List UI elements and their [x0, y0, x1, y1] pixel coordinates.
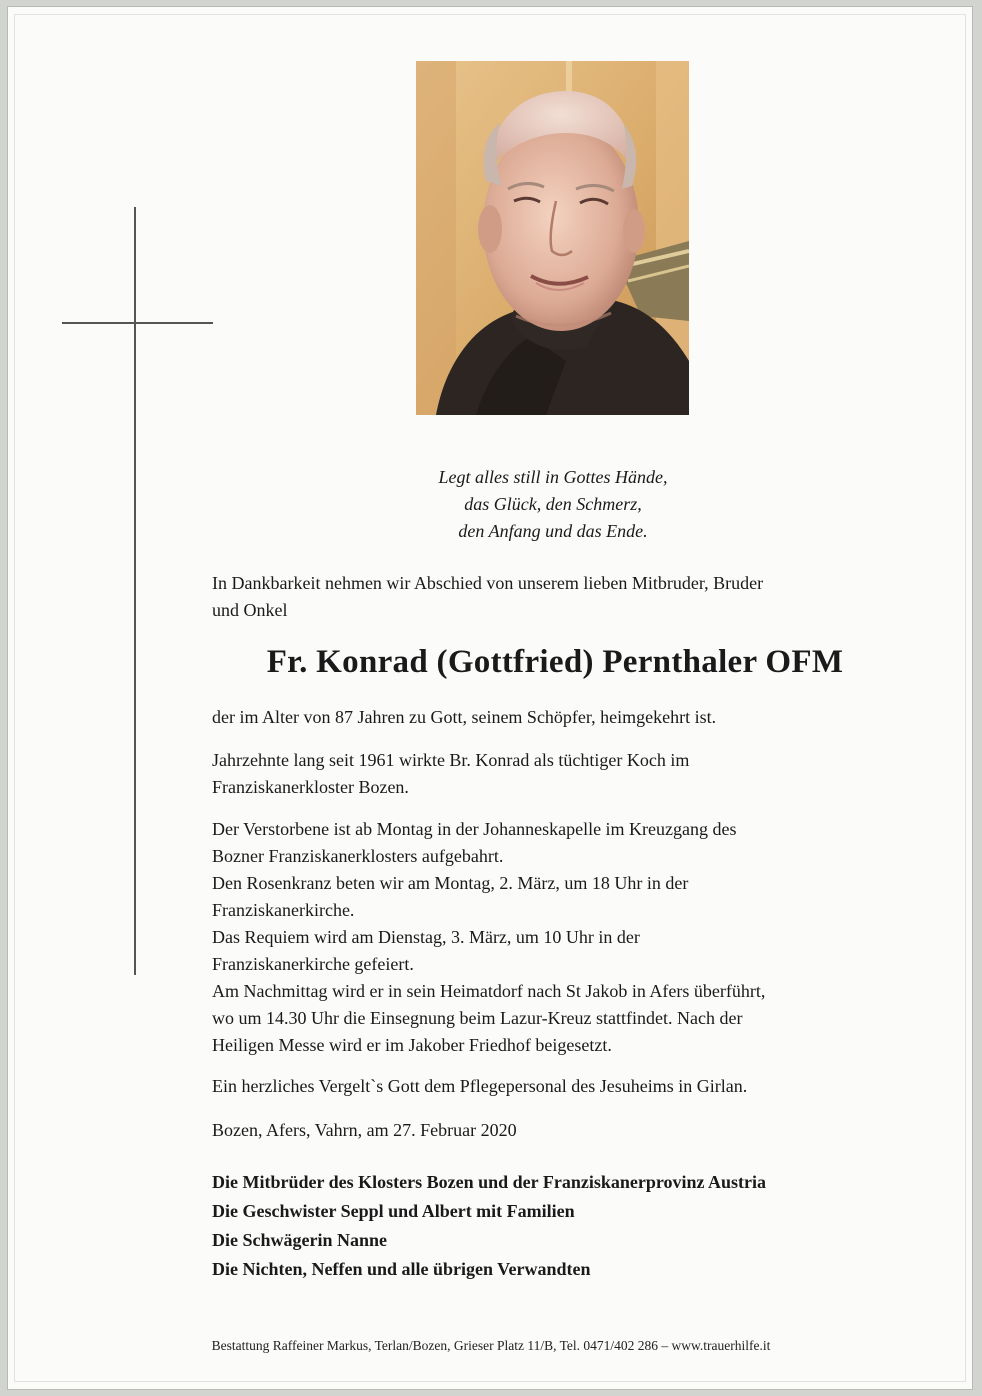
- arrangements-line-1: Der Verstorbene ist ab Montag in der Johanneskapelle im Kreuzgang des: [212, 819, 737, 839]
- arrangements-line-6: Franziskanerkirche gefeiert.: [212, 954, 414, 974]
- arrangements-line-5: Das Requiem wird am Dienstag, 3. März, um 10 Uhr in der: [212, 927, 640, 947]
- verse-line-2: das Glück, den Schmerz,: [464, 494, 642, 514]
- verse-line-3: den Anfang und das Ende.: [458, 521, 648, 541]
- intro-line-1: In Dankbarkeit nehmen wir Abschied von unserem lieben Mitbruder, Bruder: [212, 573, 764, 593]
- mourner-line-1: Die Mitbrüder des Klosters Bozen und der Franziskanerprovinz Austria: [212, 1172, 767, 1192]
- arrangements-line-7: Am Nachmittag wird er in sein Heimatdorf nach St Jakob in Afers überführt,: [212, 981, 766, 1001]
- mourner-line-3: Die Schwägerin Nanne: [212, 1230, 387, 1250]
- arrangements-line-9: Heiligen Messe wird er im Jakober Friedhof beigesetzt.: [212, 1035, 612, 1055]
- portrait-photo: [416, 61, 689, 415]
- cross-horizontal-bar: [62, 322, 213, 324]
- career-line-1: Jahrzehnte lang seit 1961 wirkte Br. Konrad als tüchtiger Koch im: [212, 750, 690, 770]
- funeral-home-footer: Bestattung Raffeiner Markus, Terlan/Bozen, Grieser Platz 11/B, Tel. 0471/402 286 – www.trauerhilfe.it: [211, 1338, 771, 1353]
- age-line: der im Alter von 87 Jahren zu Gott, seinem Schöpfer, heimgekehrt ist.: [212, 707, 717, 727]
- arrangements-line-3: Den Rosenkranz beten wir am Montag, 2. März, um 18 Uhr in der: [212, 873, 689, 893]
- mourner-line-2: Die Geschwister Seppl und Albert mit Familien: [212, 1201, 575, 1221]
- intro-line-2: und Onkel: [212, 600, 288, 620]
- place-date: Bozen, Afers, Vahrn, am 27. Februar 2020: [212, 1120, 517, 1140]
- arrangements-line-4: Franziskanerkirche.: [212, 900, 355, 920]
- arrangements-line-8: wo um 14.30 Uhr die Einsegnung beim Lazur-Kreuz stattfindet. Nach der: [212, 1008, 743, 1028]
- mourner-line-4: Die Nichten, Neffen und alle übrigen Verwandten: [212, 1259, 591, 1279]
- career-line-2: Franziskanerkloster Bozen.: [212, 777, 409, 797]
- deceased-name: Fr. Konrad (Gottfried) Pernthaler OFM: [266, 644, 844, 680]
- thanks-line: Ein herzliches Vergelt`s Gott dem Pflegepersonal des Jesuheims in Girlan.: [212, 1076, 748, 1096]
- arrangements-line-2: Bozner Franziskanerklosters aufgebahrt.: [212, 846, 504, 866]
- verse-line-1: Legt alles still in Gottes Hände,: [438, 467, 668, 487]
